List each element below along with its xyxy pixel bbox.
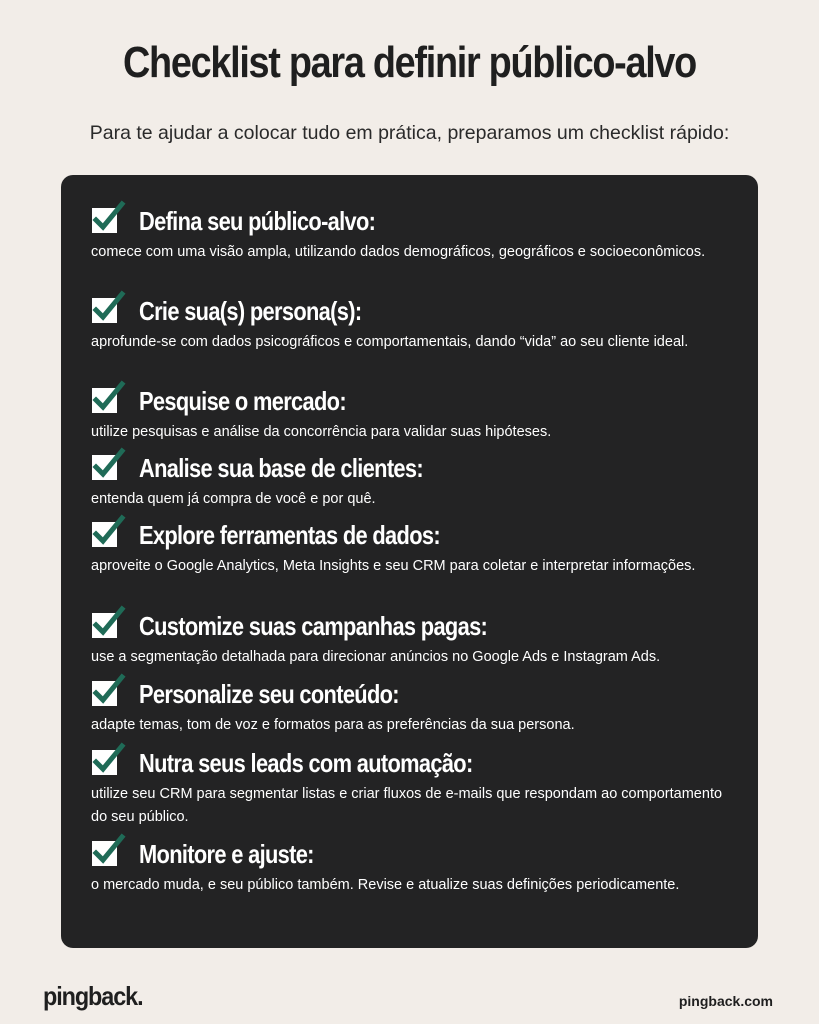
page-subtitle: Para te ajudar a colocar tudo em prática, preparamos um checklist rápido: — [89, 122, 730, 144]
checklist-item-description: aprofunde-se com dados psicográficos e comportamentais, dando “vida” ao seu cliente ideal. — [91, 334, 689, 350]
checklist-item-description: o mercado muda, e seu público também. Revise e atualize suas definições periodicamente. — [91, 877, 680, 893]
checkbox-checked-icon — [91, 680, 119, 708]
checkbox-checked-icon — [91, 454, 119, 482]
checkbox-checked-icon — [91, 840, 119, 868]
checklist-item — [91, 203, 731, 264]
checklist-item-description: use a segmentação detalhada para direcionar anúncios no Google Ads e Instagram Ads. — [91, 649, 661, 665]
checklist-item-title: Nutra seus leads com automação: — [139, 747, 473, 778]
checkbox-checked-icon — [91, 207, 119, 235]
checkbox-checked-icon — [91, 521, 119, 549]
checklist-item-description: comece com uma visão ampla, utilizando dados demográficos, geográficos e socioeconômicos. — [91, 244, 706, 260]
footer-url: pingback.com — [678, 993, 773, 1009]
checklist-item-description: utilize seu CRM para segmentar listas e criar fluxos de e-mails que respondam ao comportamento do seu público. — [91, 786, 723, 825]
page-title: Checklist para definir público-alvo — [122, 38, 697, 87]
checklist-item — [91, 383, 731, 444]
checklist-item-title: Analise sua base de clientes: — [139, 452, 423, 483]
checklist-item — [91, 517, 731, 578]
checklist-item — [91, 608, 731, 669]
checklist-item-title: Customize suas campanhas pagas: — [139, 610, 488, 641]
checklist-item-title: Pesquise o mercado: — [139, 385, 346, 416]
checkbox-checked-icon — [91, 297, 119, 325]
checklist-item — [91, 293, 731, 354]
checklist-item-title: Defina seu público-alvo: — [139, 205, 376, 236]
pingback-logo: pingback. — [43, 981, 143, 1011]
checklist-item — [91, 676, 731, 737]
checkbox-checked-icon — [91, 387, 119, 415]
checklist-item-title: Monitore e ajuste: — [139, 838, 314, 869]
checklist-item-description: adapte temas, tom de voz e formatos para as preferências da sua persona. — [91, 717, 575, 733]
checklist-item — [91, 745, 731, 828]
checklist-item-title: Crie sua(s) persona(s): — [139, 295, 362, 326]
checklist-item-title: Personalize seu conteúdo: — [139, 678, 399, 709]
checklist-item-description: utilize pesquisas e análise da concorrência para validar suas hipóteses. — [91, 424, 552, 440]
checklist-card — [61, 175, 758, 948]
checklist-item — [91, 836, 731, 897]
checklist-item-description: aproveite o Google Analytics, Meta Insights e seu CRM para coletar e interpretar informações. — [91, 558, 696, 574]
checklist-item-title: Explore ferramentas de dados: — [139, 519, 440, 550]
checklist-item — [91, 450, 731, 511]
checkbox-checked-icon — [91, 612, 119, 640]
checkbox-checked-icon — [91, 749, 119, 777]
checklist-item-description: entenda quem já compra de você e por quê. — [91, 491, 376, 507]
